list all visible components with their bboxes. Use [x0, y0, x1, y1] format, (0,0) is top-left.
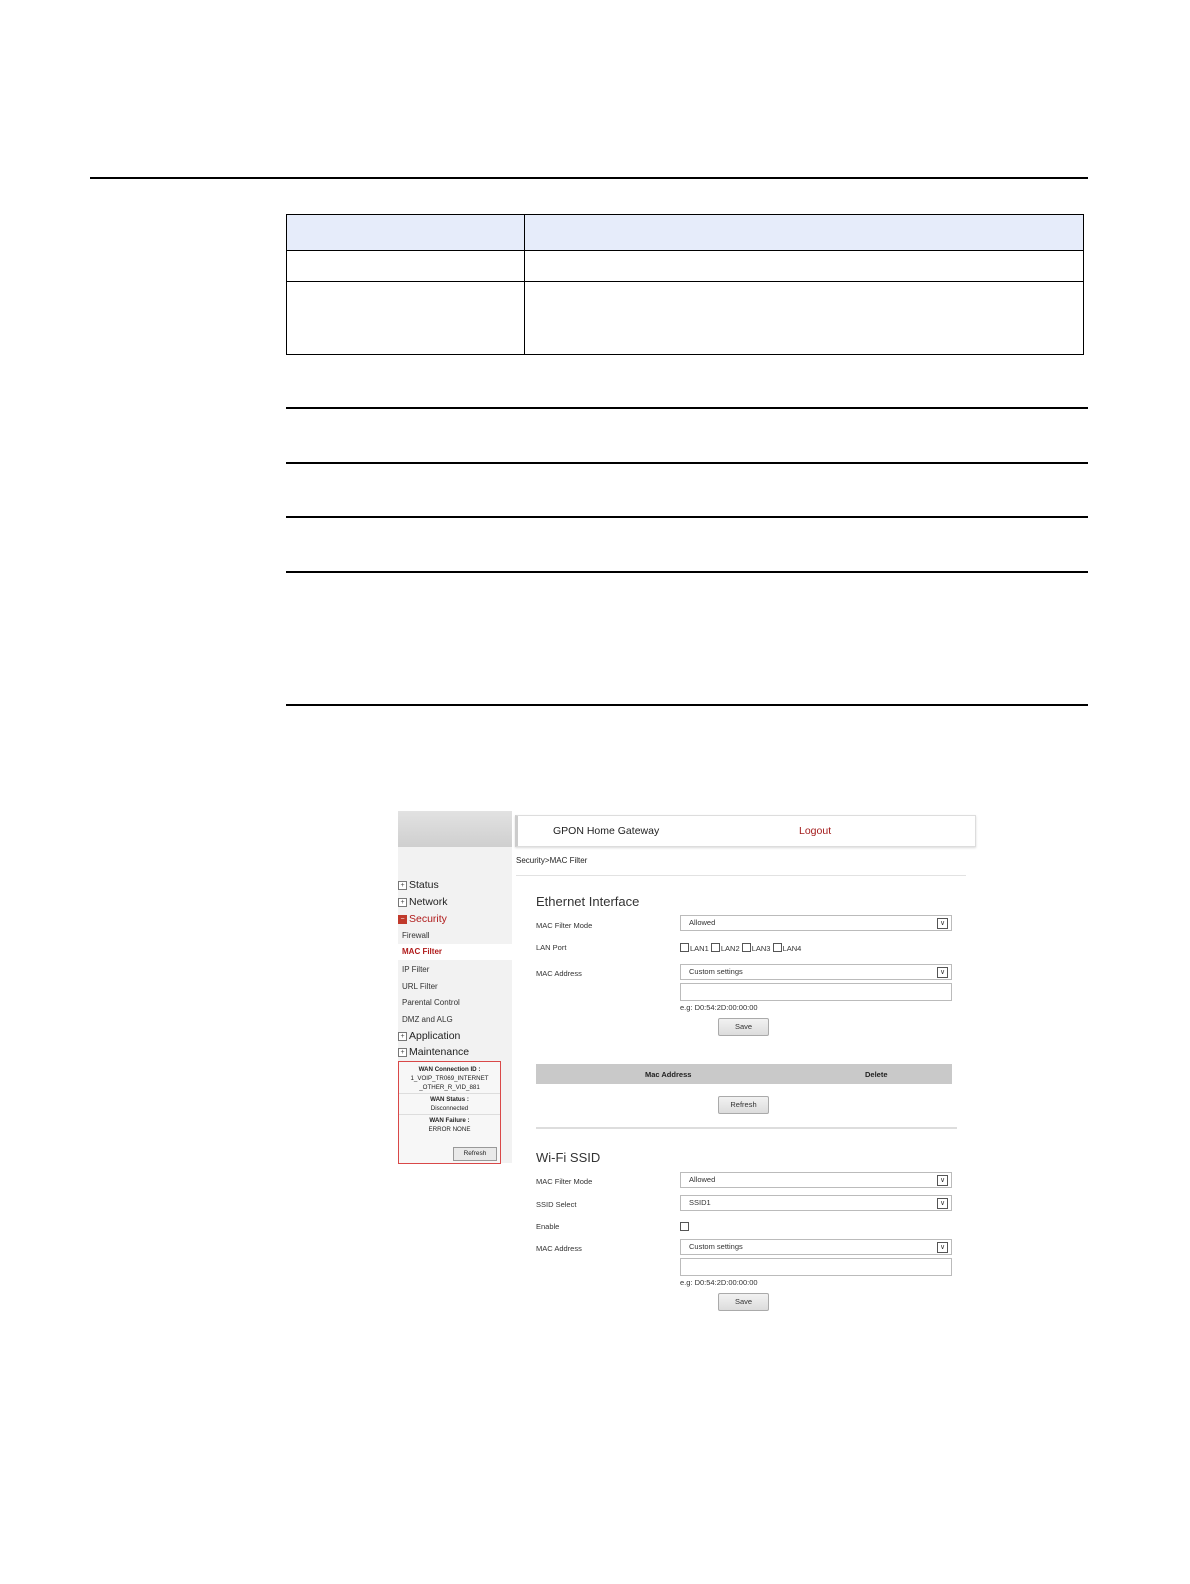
nav-dmz-alg[interactable]: DMZ and ALG: [402, 1015, 453, 1024]
col-delete: Delete: [865, 1070, 888, 1079]
wifi-mac-input[interactable]: [680, 1258, 952, 1276]
eth-mac-example: e.g: D0:54:2D:00:00:00: [680, 1003, 758, 1012]
eth-mode-value: Allowed: [689, 918, 716, 927]
nav-application-label: Application: [409, 1030, 461, 1042]
eth-mac-input[interactable]: [680, 983, 952, 1001]
eth-mode-select[interactable]: [680, 915, 952, 931]
section-rule-4: [286, 571, 1088, 573]
lan-port-label: LAN Port: [536, 943, 567, 952]
chevron-down-icon: ∨: [937, 967, 948, 978]
chevron-down-icon: ∨: [937, 1242, 948, 1253]
nav-mac-filter[interactable]: MAC Filter: [398, 944, 513, 960]
wifi-mode-value: Allowed: [689, 1175, 716, 1184]
app-title: GPON Home Gateway: [553, 825, 660, 837]
chevron-down-icon: ∨: [937, 918, 948, 929]
lan3-checkbox[interactable]: LAN3: [742, 944, 771, 953]
router-screenshot: [398, 811, 976, 1313]
nav-parental-control[interactable]: Parental Control: [402, 998, 460, 1007]
eth-mac-select[interactable]: [680, 964, 952, 980]
col-mac-address: Mac Address: [645, 1070, 692, 1079]
mac-table-header: [536, 1064, 952, 1084]
eth-save-button[interactable]: Save: [718, 1018, 769, 1036]
eth-mode-label: MAC Filter Mode: [536, 921, 593, 930]
eth-mac-label: MAC Address: [536, 969, 582, 978]
nav-security-label: Security: [409, 913, 447, 925]
section-rule-3: [286, 516, 1088, 518]
ssid-select[interactable]: [680, 1195, 952, 1211]
lan-port-checkboxes: [680, 943, 801, 953]
eth-mac-value: Custom settings: [689, 967, 743, 976]
breadcrumb: Security>MAC Filter: [516, 856, 588, 865]
ethernet-title: Ethernet Interface: [536, 894, 640, 909]
ssid-select-label: SSID Select: [536, 1200, 577, 1209]
lan4-checkbox[interactable]: LAN4: [773, 944, 802, 953]
wifi-save-button[interactable]: Save: [718, 1293, 769, 1311]
empty-doc-table: [286, 214, 1084, 355]
plus-icon: +: [398, 898, 407, 907]
nav-network-label: Network: [409, 896, 448, 908]
nav-url-filter[interactable]: URL Filter: [402, 982, 438, 991]
minus-icon: −: [398, 915, 407, 924]
wan-failure-value: ERROR NONE: [428, 1126, 471, 1133]
wan-status-label: WAN Status :: [430, 1096, 469, 1103]
wan-status-value: Disconnected: [430, 1105, 469, 1112]
wifi-mac-example: e.g: D0:54:2D:00:00:00: [680, 1278, 758, 1287]
eth-refresh-button[interactable]: Refresh: [718, 1096, 769, 1114]
wifi-title: Wi-Fi SSID: [536, 1150, 601, 1165]
table-header-row: [287, 215, 1083, 251]
top-rule: [90, 177, 1088, 179]
wifi-mac-value: Custom settings: [689, 1242, 743, 1251]
ssid-value: SSID1: [689, 1198, 711, 1207]
wan-conn-id-value-1: 1_VOIP_TR069_INTERNET: [410, 1075, 489, 1082]
wifi-mode-select[interactable]: [680, 1172, 952, 1188]
top-bar: [515, 815, 976, 847]
nav-ip-filter[interactable]: IP Filter: [402, 965, 430, 974]
logout-link[interactable]: Logout: [799, 825, 832, 837]
wifi-mac-select[interactable]: [680, 1239, 952, 1255]
lan1-checkbox[interactable]: LAN1: [680, 944, 709, 953]
section-rule-5: [286, 704, 1088, 706]
nav-status[interactable]: [398, 877, 439, 893]
nav-application[interactable]: [398, 1028, 460, 1044]
nav-maintenance[interactable]: [398, 1044, 469, 1060]
wan-refresh-button[interactable]: Refresh: [453, 1147, 497, 1161]
nav-network[interactable]: [398, 894, 448, 910]
wifi-mode-label: MAC Filter Mode: [536, 1177, 593, 1186]
nav-maintenance-label: Maintenance: [409, 1046, 470, 1058]
plus-icon: +: [398, 1032, 407, 1041]
sidebar: [398, 811, 512, 1163]
chevron-down-icon: ∨: [937, 1198, 948, 1209]
nav-status-label: Status: [409, 879, 439, 891]
lan2-checkbox[interactable]: LAN2: [711, 944, 740, 953]
enable-checkbox[interactable]: [680, 1222, 689, 1231]
sidebar-header: [398, 811, 512, 847]
enable-label: Enable: [536, 1222, 560, 1231]
nav-firewall[interactable]: Firewall: [402, 931, 430, 940]
nav-security[interactable]: [398, 911, 447, 927]
plus-icon: +: [398, 881, 407, 890]
wifi-mac-label: MAC Address: [536, 1244, 582, 1253]
section-rule-2: [286, 462, 1088, 464]
chevron-down-icon: ∨: [937, 1175, 948, 1186]
wan-status-box: [398, 1061, 501, 1164]
plus-icon: +: [398, 1048, 407, 1057]
wan-conn-id-label: WAN Connection ID :: [418, 1066, 481, 1073]
wan-failure-label: WAN Failure :: [429, 1117, 470, 1124]
section-rule-1: [286, 407, 1088, 409]
wan-conn-id-value-2: _OTHER_R_VID_881: [419, 1084, 480, 1091]
